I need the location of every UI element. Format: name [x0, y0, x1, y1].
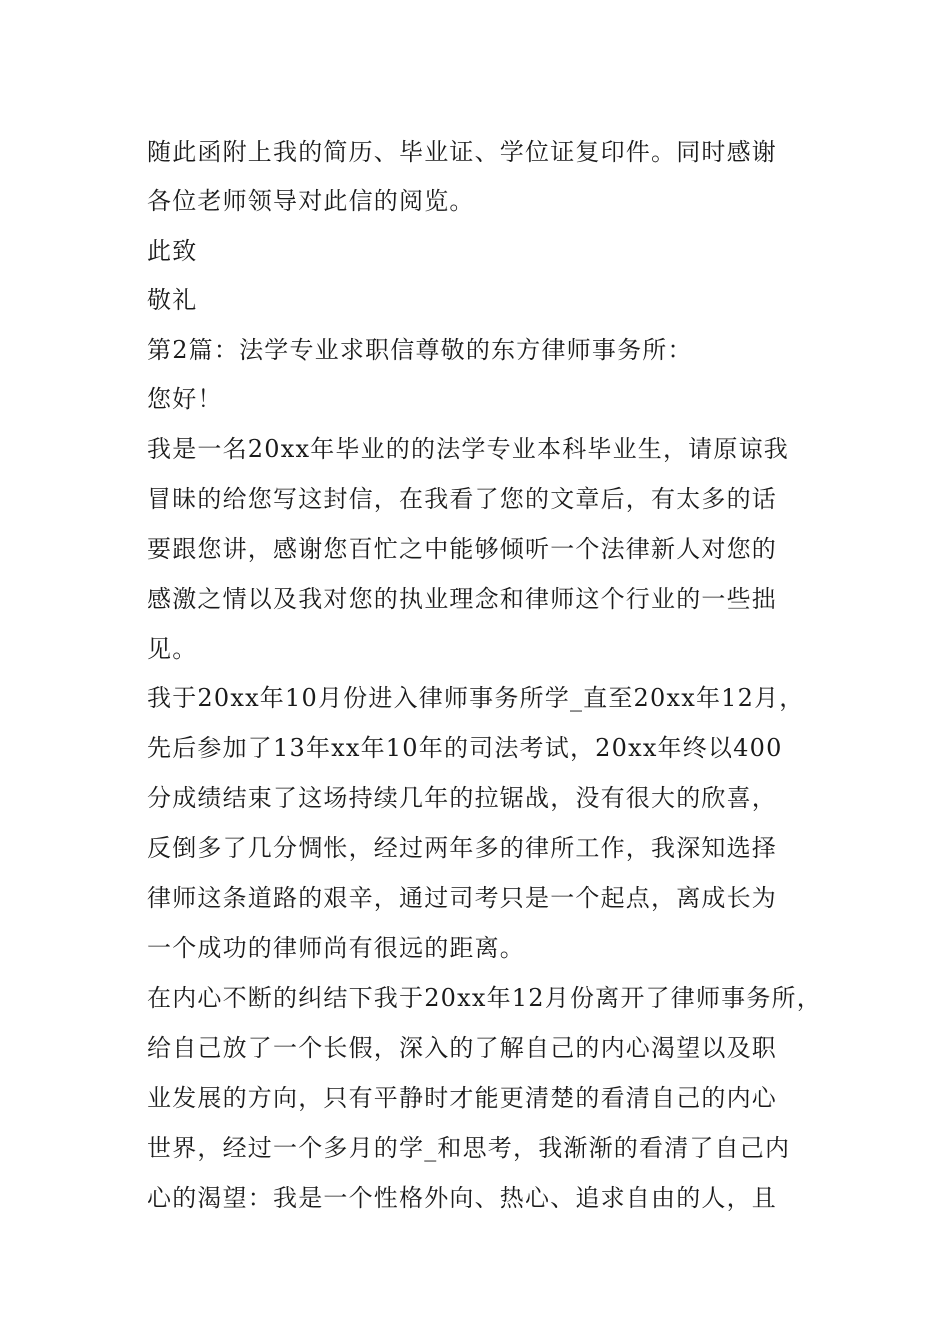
text-line: 随此函附上我的简历、毕业证、学位证复印件。同时感谢 [147, 138, 777, 166]
text-line: 给自己放了一个长假，深入的了解自己的内心渴望以及职 [147, 1034, 777, 1062]
text-line: 我于20xx年10月份进入律师事务所学_直至20xx年12月， [147, 684, 805, 712]
salutation-line: 此致 [147, 237, 198, 265]
text-line: 冒昧的给您写这封信，在我看了您的文章后，有太多的话 [147, 485, 777, 513]
text-line: 世界，经过一个多月的学_和思考，我渐渐的看清了自己内 [147, 1134, 791, 1162]
text-line: 先后参加了13年xx年10年的司法考试，20xx年终以400 [147, 734, 783, 762]
text-line: 反倒多了几分惆怅，经过两年多的律所工作，我深知选择 [147, 834, 777, 862]
text-line: 各位老师领导对此信的阅览。 [147, 187, 475, 215]
text-line: 业发展的方向，只有平静时才能更清楚的看清自己的内心 [147, 1084, 777, 1112]
text-line: 一个成功的律师尚有很远的距离。 [147, 934, 525, 962]
text-line: 要跟您讲，感谢您百忙之中能够倾听一个法律新人对您的 [147, 535, 777, 563]
text-line: 在内心不断的纠结下我于20xx年12月份离开了律师事务所， [147, 984, 822, 1012]
text-line: 感激之情以及我对您的执业理念和律师这个行业的一些拙 [147, 585, 777, 613]
salutation-line: 敬礼 [147, 286, 198, 314]
section-heading: 第2篇：法学专业求职信尊敬的东方律师事务所： [147, 336, 693, 364]
greeting-line: 您好！ [147, 385, 223, 413]
text-line: 律师这条道路的艰辛，通过司考只是一个起点，离成长为 [147, 884, 777, 912]
text-line: 心的渴望：我是一个性格外向、热心、追求自由的人，且 [147, 1184, 777, 1212]
text-line: 分成绩结束了这场持续几年的拉锯战，没有很大的欣喜， [147, 784, 777, 812]
text-line: 我是一名20xx年毕业的的法学专业本科毕业生，请原谅我 [147, 435, 790, 463]
text-line: 见。 [147, 635, 198, 663]
